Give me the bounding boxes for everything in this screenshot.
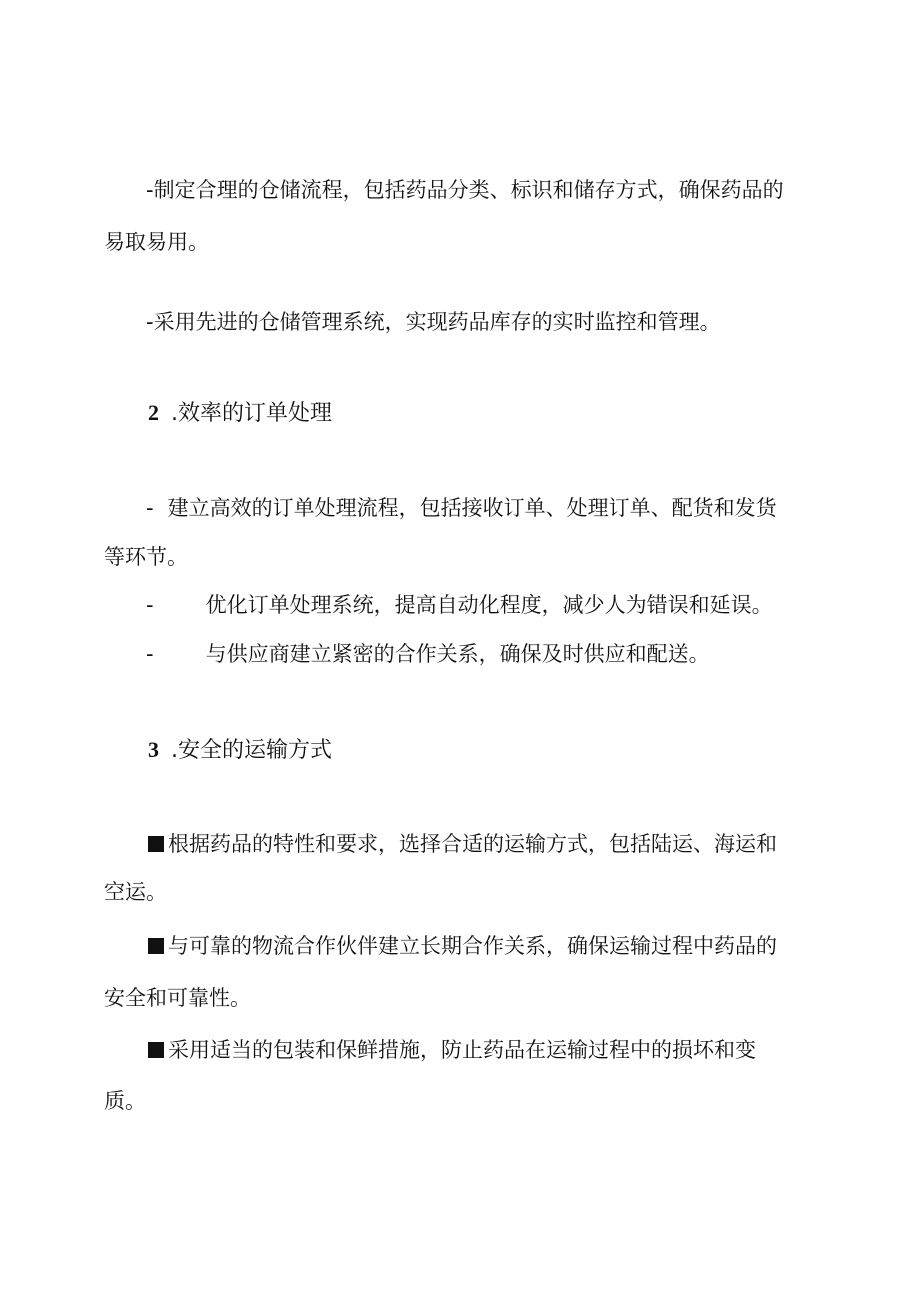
list-item-text: 采用适当的包装和保鲜措施，防止药品在运输过程中的损坏和变 bbox=[168, 1038, 756, 1062]
list-item-text: 采用先进的仓储管理系统，实现药品库存的实时监控和管理。 bbox=[153, 310, 721, 334]
list-item-text: 制定合理的仓储流程，包括药品分类、标识和储存方式，确保药品的 bbox=[153, 178, 784, 202]
list-item-text: 与供应商建立紧密的合作关系，确保及时供应和配送。 bbox=[205, 642, 710, 666]
section-title: .效率的订单处理 bbox=[171, 401, 332, 426]
section-number: 3 bbox=[148, 737, 159, 762]
paragraph-line bbox=[146, 310, 721, 334]
paragraph-line bbox=[148, 934, 777, 958]
section-title: .安全的运输方式 bbox=[171, 738, 332, 763]
list-item-text: 空运。 bbox=[104, 880, 167, 904]
paragraph-line bbox=[104, 230, 209, 254]
paragraph-line bbox=[146, 178, 784, 202]
list-item-text: 质。 bbox=[104, 1089, 146, 1113]
list-item-text: 等环节。 bbox=[104, 545, 188, 569]
list-dash: - bbox=[146, 496, 154, 520]
list-item-text: 与可靠的物流合作伙伴建立长期合作关系，确保运输过程中药品的 bbox=[168, 934, 777, 958]
list-dash: - bbox=[146, 178, 154, 202]
list-dash: - bbox=[146, 642, 154, 666]
square-bullet-icon bbox=[148, 1042, 164, 1058]
list-dash: - bbox=[146, 593, 154, 617]
paragraph-line bbox=[104, 1089, 146, 1113]
square-bullet-icon bbox=[148, 836, 164, 852]
list-dash: - bbox=[146, 310, 154, 334]
paragraph-line bbox=[104, 880, 167, 904]
paragraph-line bbox=[104, 986, 251, 1010]
paragraph-line bbox=[146, 642, 710, 666]
paragraph-line bbox=[146, 496, 777, 520]
list-item-text: 优化订单处理系统，提高自动化程度，减少人为错误和延误。 bbox=[205, 593, 773, 617]
list-item-text: 安全和可靠性。 bbox=[104, 986, 251, 1010]
list-item-text: 建立高效的订单处理流程，包括接收订单、处理订单、配货和发货 bbox=[167, 496, 777, 520]
paragraph-line bbox=[146, 593, 773, 617]
paragraph-line bbox=[148, 1038, 756, 1062]
list-item-text: 根据药品的特性和要求，选择合适的运输方式，包括陆运、海运和 bbox=[168, 832, 777, 856]
square-bullet-icon bbox=[148, 938, 164, 954]
paragraph-line bbox=[148, 832, 777, 856]
list-item-text: 易取易用。 bbox=[104, 230, 209, 254]
section-heading-3 bbox=[148, 737, 332, 764]
section-number: 2 bbox=[148, 400, 159, 425]
paragraph-line bbox=[104, 545, 188, 569]
section-heading-2 bbox=[148, 400, 332, 427]
